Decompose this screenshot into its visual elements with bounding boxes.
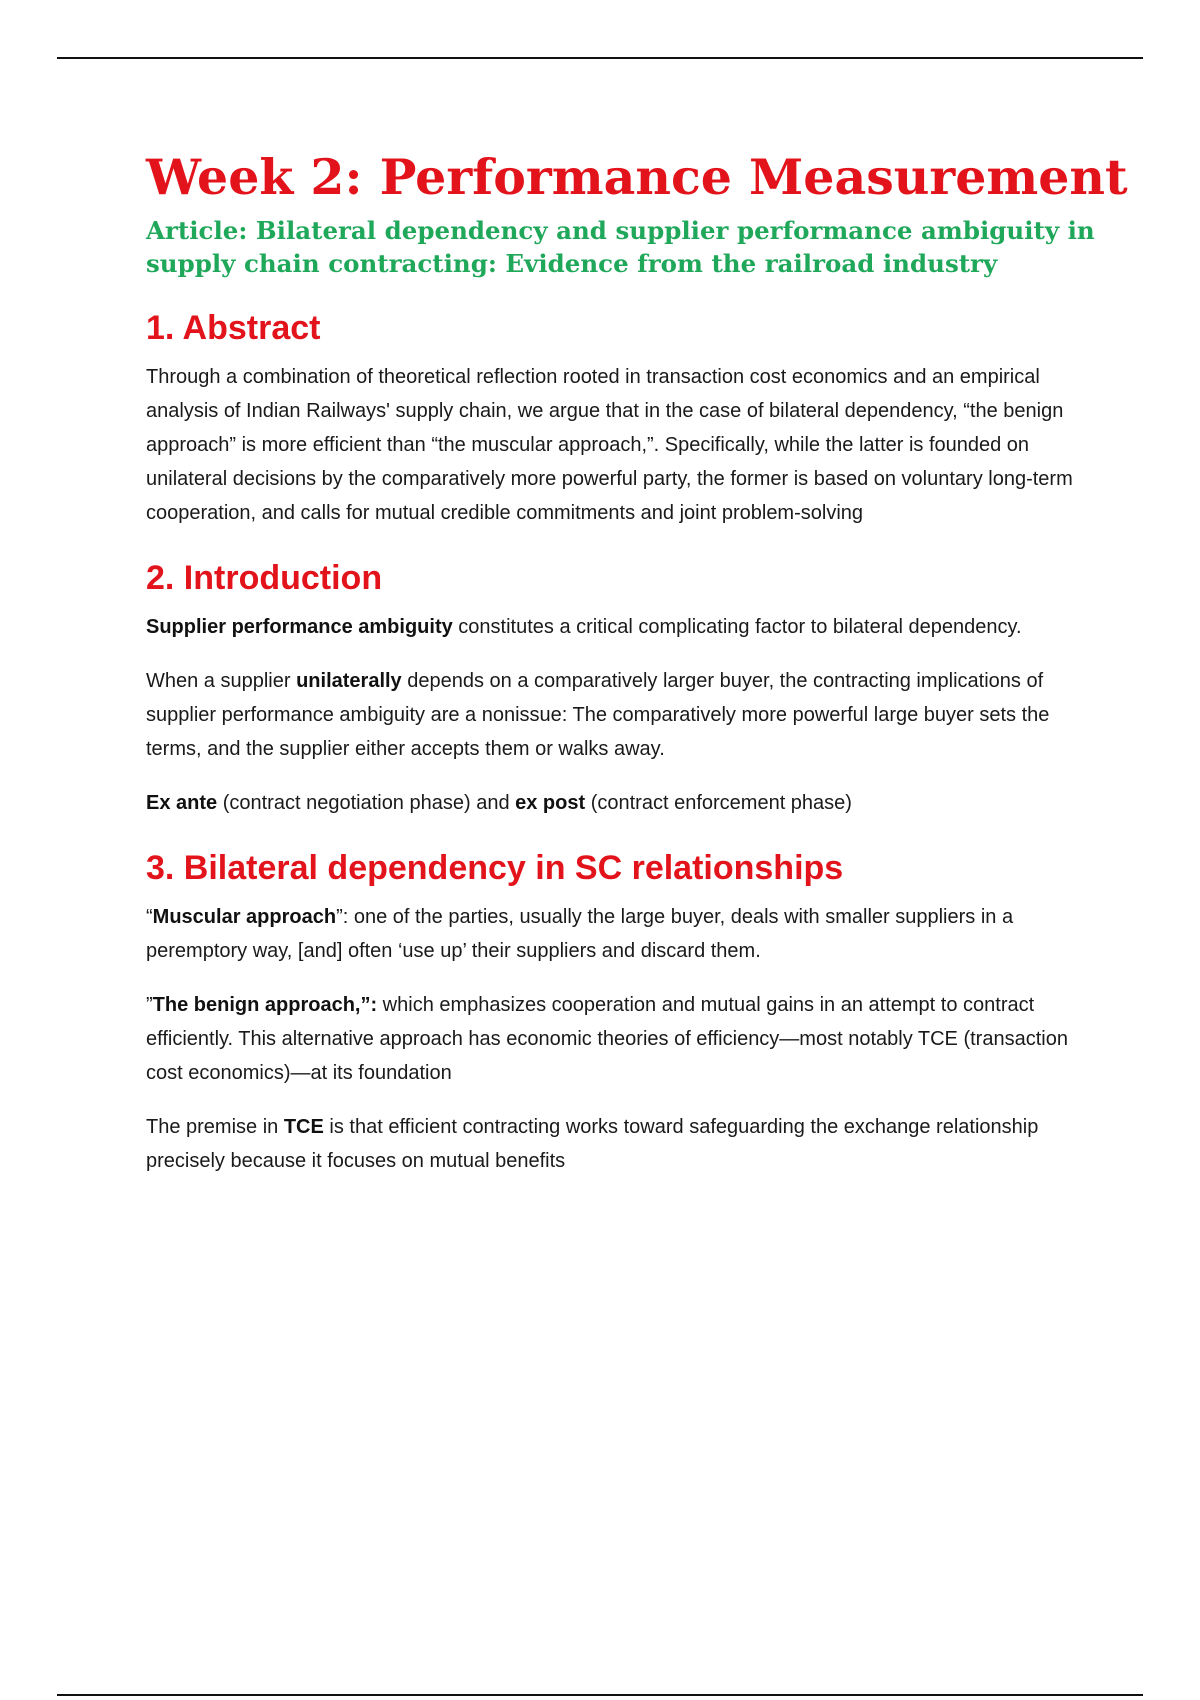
document-page <box>146 148 1128 1204</box>
bilateral-paragraph-2 <box>146 988 1096 1090</box>
section-heading-abstract: 1. Abstract <box>146 309 321 347</box>
section-heading-introduction: 2. Introduction <box>146 559 383 597</box>
intro-paragraph-3 <box>146 786 1096 820</box>
term-muscular-approach: Muscular approach <box>152 906 337 928</box>
intro-paragraph-3-text-2: (contract enforcement phase) <box>585 792 852 814</box>
bilateral-paragraph-3-text: is that efficient contracting works toward safeguarding the exchange relationship precisely because it focuses on mutual benefits <box>146 1116 1039 1172</box>
page-title: Week 2: Performance Measurement <box>146 148 1128 206</box>
intro-paragraph-2-text: depends on a comparatively larger buyer, the contracting implications of supplier performance ambiguity are a nonissue: The comparatively more powerful large buyer sets the terms, and the supplier either accepts them or walks away. <box>146 670 1050 760</box>
bilateral-paragraph-1 <box>146 900 1096 968</box>
bilateral-paragraph-2-text: which emphasizes cooperation and mutual gains in an attempt to contract efficiently. This alternative approach has economic theories of efficiency—most notably TCE (transaction cost economics)—at its foundation <box>146 994 1068 1084</box>
section-abstract <box>146 306 1096 530</box>
term-tce: TCE <box>283 1116 324 1138</box>
bottom-rule <box>57 1694 1143 1696</box>
intro-paragraph-1-text: constitutes a critical complicating factor to bilateral dependency. <box>452 616 1022 638</box>
top-rule <box>57 57 1143 59</box>
term-ex-post: ex post <box>515 792 586 814</box>
intro-paragraph-1 <box>146 610 1096 644</box>
article-subtitle: Article: Bilateral dependency and supplier performance ambiguity in supply chain contracting: Evidence from the railroad industry <box>146 216 1095 278</box>
abstract-paragraph: Through a combination of theoretical reflection rooted in transaction cost economics and an empirical analysis of Indian Railways' supply chain, we argue that in the case of bilateral dependency, “the benign approach” is more efficient than “the muscular approach,”. Specifically, while the latter is founded on unilateral decisions by the comparatively more powerful party, the former is based on voluntary long-term cooperation, and calls for mutual credible commitments and joint problem-solving <box>146 366 1073 524</box>
term-ex-ante: Ex ante <box>146 792 218 814</box>
bilateral-paragraph-1-quote: “ <box>146 906 153 928</box>
intro-paragraph-2 <box>146 664 1096 766</box>
intro-paragraph-2-lead: When a supplier <box>146 670 297 692</box>
term-supplier-performance-ambiguity: Supplier performance ambiguity <box>146 616 453 638</box>
intro-paragraph-3-text-1: (contract negotiation phase) and <box>217 792 516 814</box>
section-bilateral-dependency <box>146 846 1096 1178</box>
section-introduction <box>146 556 1096 820</box>
bilateral-paragraph-3-lead: The premise in <box>146 1116 284 1138</box>
bilateral-paragraph-1-text: ”: one of the parties, usually the large buyer, deals with smaller suppliers in a peremptory way, [and] often ‘use up’ their suppliers and discard them. <box>146 906 1014 962</box>
bilateral-paragraph-3 <box>146 1110 1096 1178</box>
term-unilaterally: unilaterally <box>296 670 402 692</box>
bilateral-paragraph-2-quote: ” <box>146 994 153 1016</box>
term-benign-approach: The benign approach,”: <box>152 994 378 1016</box>
section-heading-bilateral-dependency: 3. Bilateral dependency in SC relationships <box>146 849 844 887</box>
